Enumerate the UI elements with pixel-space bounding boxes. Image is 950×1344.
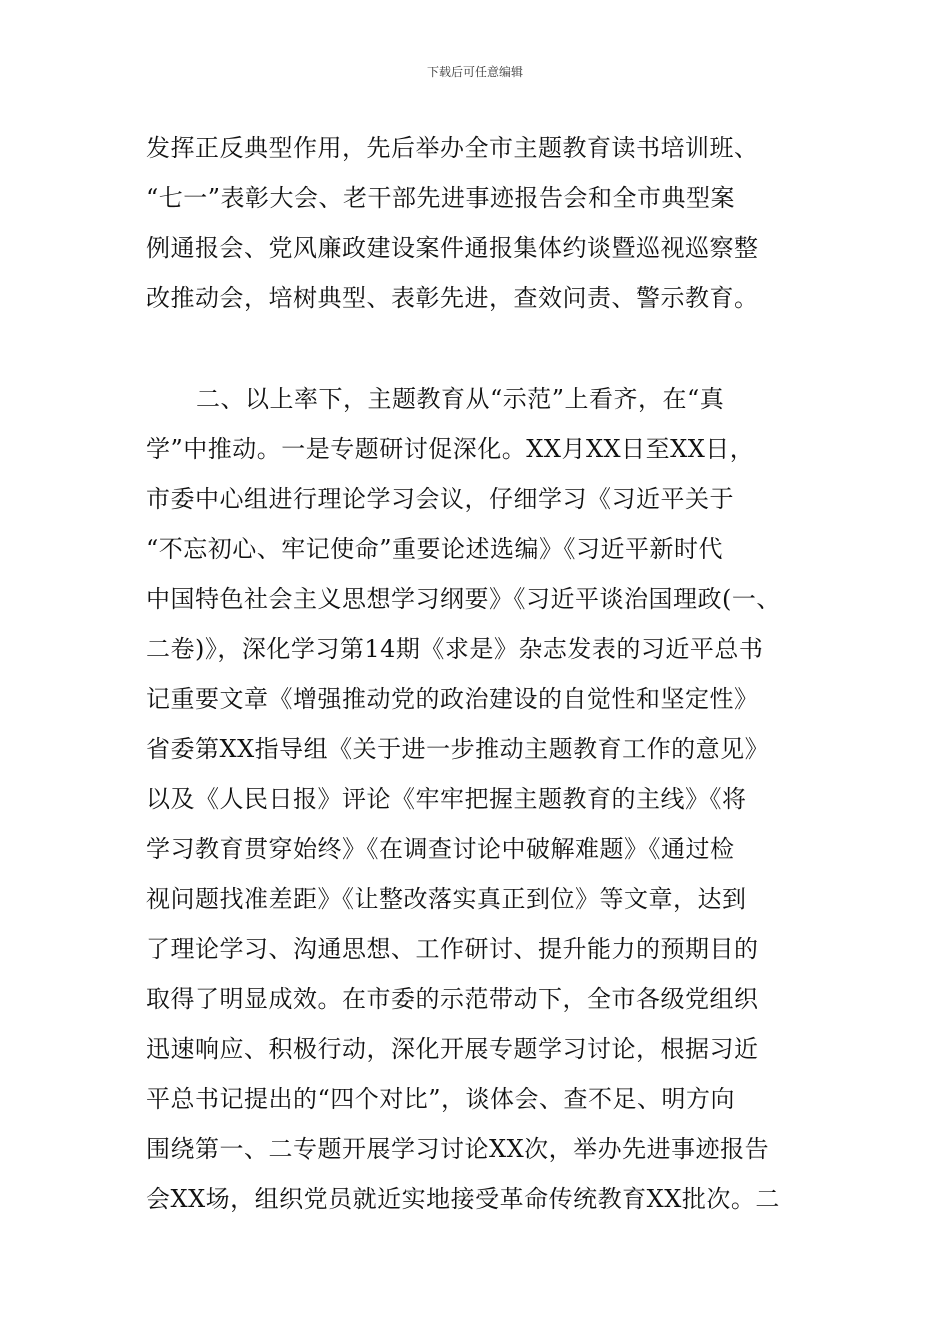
text-line: 视问题找准差距》《让整改落实真正到位》等文章，达到 [146, 885, 747, 913]
text-line: 了理论学习、沟通思想、工作研讨、提升能力的预期目的 [146, 935, 759, 963]
text-line: 例通报会、党风廉政建设案件通报集体约谈暨巡视巡察整 [146, 234, 759, 262]
text-line: 平总书记提出的“四个对比”，谈体会、查不足、明方向 [146, 1085, 736, 1113]
text-line: 市委中心组进行理论学习会议，仔细学习《习近平关于 [146, 485, 734, 513]
text-line: 会XX场，组织党员就近实地接受革命传统教育XX批次。二 [146, 1185, 780, 1213]
text-line: “七一”表彰大会、老干部先进事迹报告会和全市典型案 [146, 184, 736, 212]
text-line: 记重要文章《增强推动党的政治建设的自觉性和坚定性》 [146, 685, 759, 713]
paragraph-2 [146, 374, 816, 1224]
text-line: 围绕第一、二专题开展学习讨论XX次，举办先进事迹报告 [146, 1135, 770, 1163]
text-line: “不忘初心、牢记使命”重要论述选编》《习近平新时代 [146, 535, 724, 563]
text-line: 二卷)》，深化学习第14期《求是》杂志发表的习近平总书 [146, 635, 764, 663]
text-line: 取得了明显成效。在市委的示范带动下，全市各级党组织 [146, 985, 759, 1013]
text-line: 以及《人民日报》评论《牢牢把握主题教育的主线》《将 [146, 785, 747, 813]
paragraph-1 [146, 123, 816, 323]
text-line: 改推动会，培树典型、表彰先进，查效问责、警示教育。 [146, 284, 759, 312]
text-line: 学习教育贯穿始终》《在调查讨论中破解难题》《通过检 [146, 835, 735, 863]
text-line: 省委第XX指导组《关于进一步推动主题教育工作的意见》 [146, 735, 770, 763]
text-line: 二、以上率下，主题教育从“示范”上看齐，在“真 [196, 385, 725, 413]
text-line: 迅速响应、积极行动，深化开展专题学习讨论，根据习近 [146, 1035, 759, 1063]
text-line: 发挥正反典型作用，先后举办全市主题教育读书培训班、 [146, 134, 759, 162]
text-line: 学”中推动。一是专题研讨促深化。XX月XX日至XX日， [146, 435, 755, 463]
text-line: 中国特色社会主义思想学习纲要》《习近平谈治国理政(一、 [146, 585, 781, 613]
page-header: 下载后可任意编辑 [426, 65, 523, 79]
